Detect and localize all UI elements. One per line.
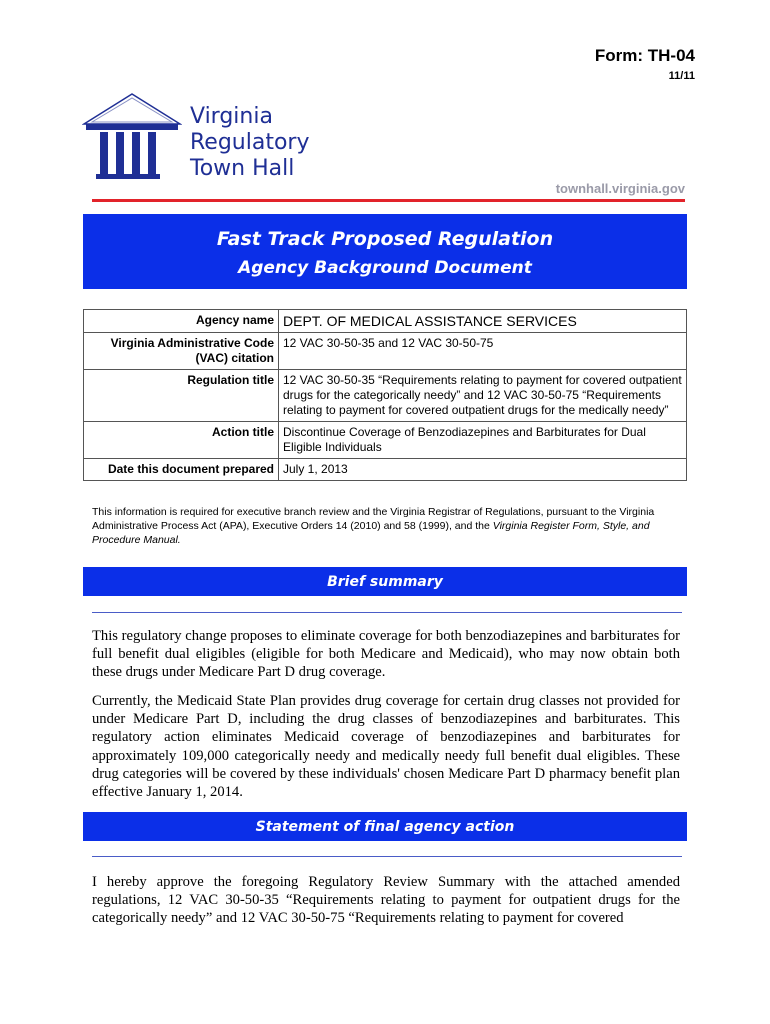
action-title-label: Action title [84, 422, 279, 459]
agency-value: DEPT. OF MEDICAL ASSISTANCE SERVICES [279, 310, 687, 333]
site-url[interactable]: townhall.virginia.gov [555, 181, 685, 196]
vac-label-line-2: (VAC) citation [195, 351, 274, 365]
regulation-title-label: Regulation title [84, 370, 279, 422]
town-hall-logo-icon [82, 92, 182, 182]
date-prepared-value: July 1, 2013 [279, 459, 687, 481]
brief-summary-paragraph-2: Currently, the Medicaid State Plan provides drug coverage for certain drug classes not provided for under Medicare Part D, including the drug classes of benzodiazepines and barbiturates. This regulatory action eliminates Medicaid coverage of benzodiazepines and barbiturates for approximately 109,000 categorically needy and medically needy full benefit dual eligibles. These drug categories will be covered by these individuals' chosen Medicare Part D pharmacy benefit plan effective January 1, 2014. [92, 693, 680, 801]
action-title-value: Discontinue Coverage of Benzodiazepines and Barbiturates for Dual Eligible Individuals [279, 422, 687, 459]
requirement-note-text: This information is required for executive branch review and the Virginia Registrar of Regulations, pursuant to the Virginia Administrative Process Act (APA), Executive Orders 14 (2010) and 58 (1999), and the [92, 506, 655, 532]
form-date: 11/11 [668, 70, 695, 82]
regulation-title-value: 12 VAC 30-50-35 “Requirements relating to payment for covered outpatient drugs for the categorically needy” and 12 VAC 30-50-75 “Requirements relating to payment for covered outpatient drugs for the medically needy” [279, 370, 687, 422]
vac-value: 12 VAC 30-50-35 and 12 VAC 30-50-75 [279, 333, 687, 370]
final-action-rule [92, 856, 682, 857]
requirement-note-italic: Virginia Register Form, Style, and Procedure Manual. [92, 520, 650, 546]
date-prepared-label: Date this document prepared [84, 459, 279, 481]
requirement-note [92, 505, 682, 547]
table-row [84, 310, 687, 333]
document-title: Fast Track Proposed Regulation [216, 228, 554, 250]
document-banner [83, 214, 687, 289]
brand-line-1: Virginia [190, 104, 273, 129]
agency-label: Agency name [84, 310, 279, 333]
vac-label-line-1: Virginia Administrative Code [110, 336, 274, 350]
vac-label [84, 333, 279, 370]
final-action-paragraph: I hereby approve the foregoing Regulatory Review Summary with the attached amended regulations, 12 VAC 30-50-35 “Requirements relating to payment for outpatient drugs for the categorically needy” and 12 VAC 30-50-75 “Requirements relating to payment for covered [92, 874, 680, 927]
brand-line-3: Town Hall [190, 156, 295, 181]
document-subtitle: Agency Background Document [238, 258, 532, 278]
brief-summary-paragraph-1: This regulatory change proposes to eliminate coverage for both benzodiazepines and barbiturates for full benefit dual eligibles (eligible for both Medicare and Medicaid), who may now obtain both these drugs under Medicare Part D drug coverage. [92, 628, 680, 681]
header-divider [92, 199, 685, 202]
table-row [84, 459, 687, 481]
final-action-heading: Statement of final agency action [83, 812, 687, 841]
brief-summary-heading: Brief summary [83, 567, 687, 596]
table-row [84, 422, 687, 459]
table-row [84, 370, 687, 422]
form-id: Form: TH-04 [594, 46, 695, 65]
info-table [83, 309, 687, 481]
brand-name [190, 104, 310, 182]
brand-line-2: Regulatory [190, 130, 310, 155]
table-row [84, 333, 687, 370]
brief-summary-rule [92, 612, 682, 613]
